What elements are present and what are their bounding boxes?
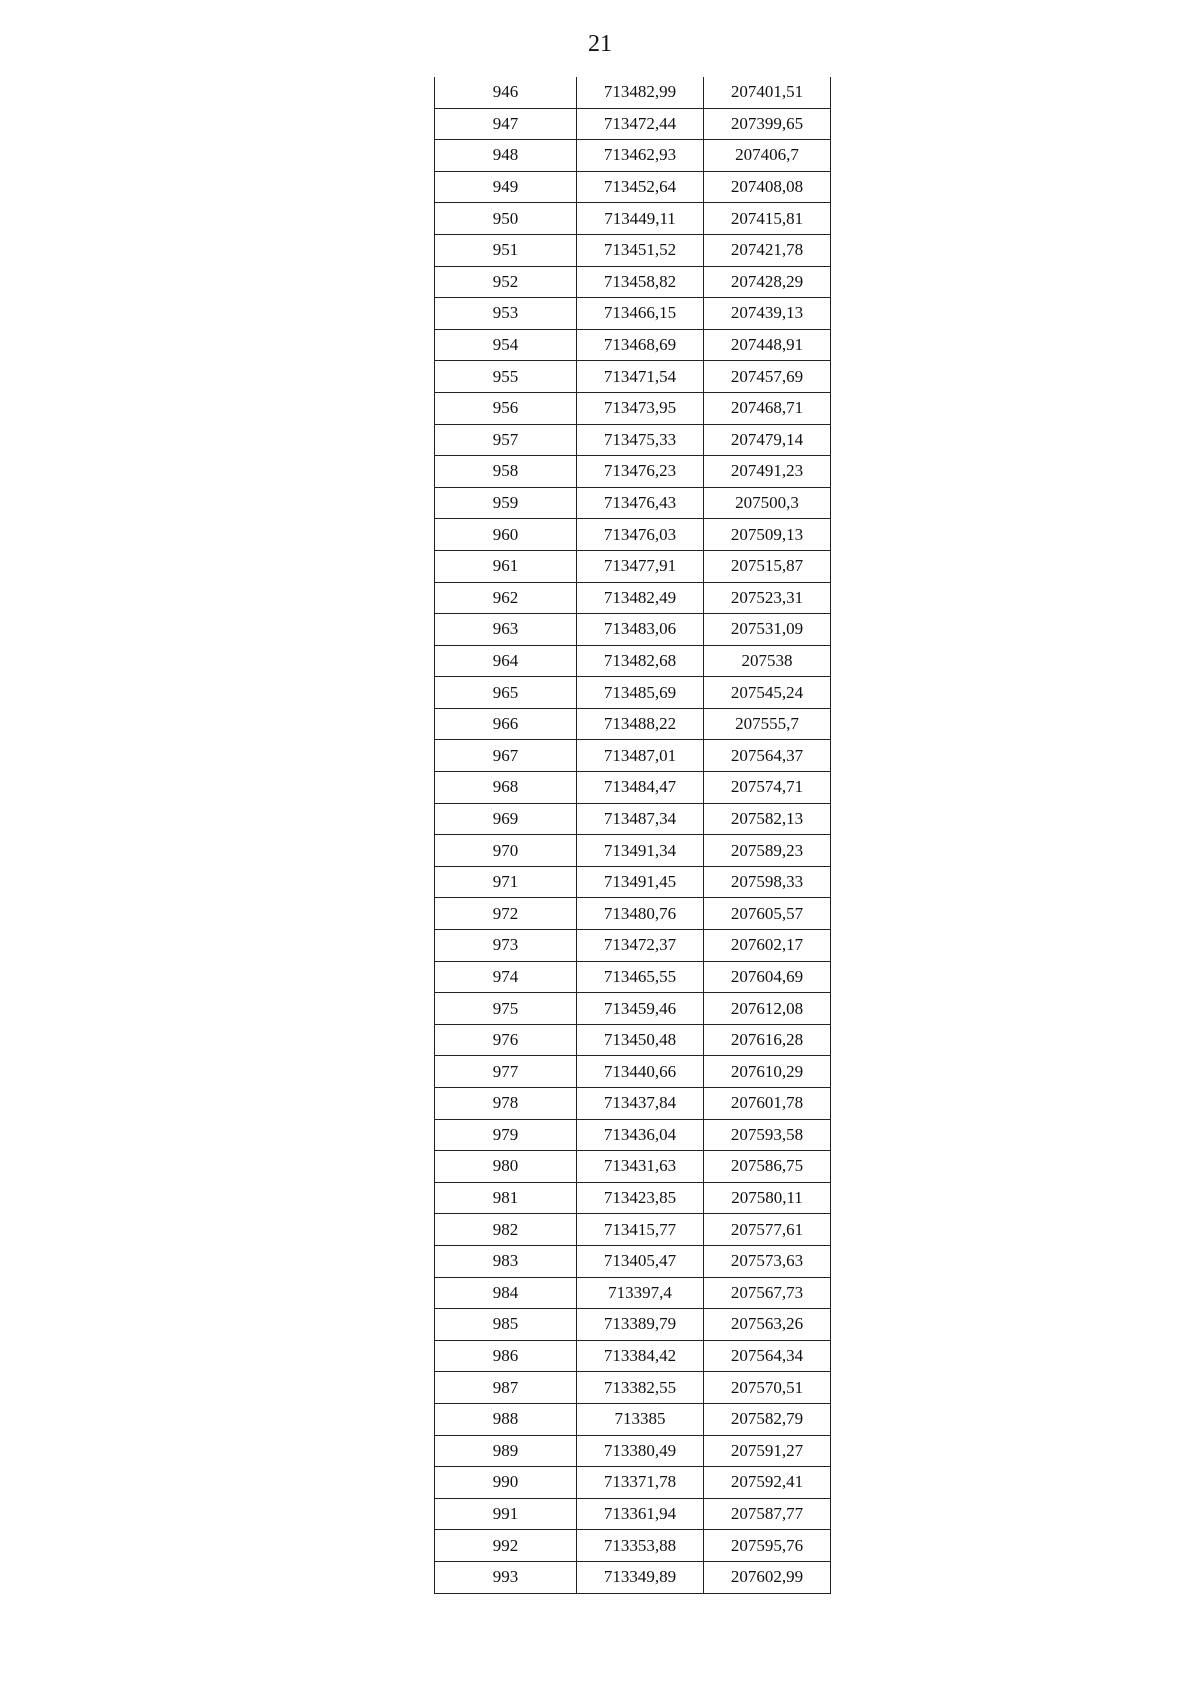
point-number-cell: 988	[435, 1403, 577, 1435]
y-coordinate-cell: 207605,57	[704, 898, 831, 930]
table-row	[435, 456, 831, 488]
x-coordinate-cell: 713472,44	[577, 108, 704, 140]
y-coordinate-cell: 207573,63	[704, 1245, 831, 1277]
point-number-cell: 982	[435, 1214, 577, 1246]
y-coordinate-cell: 207592,41	[704, 1467, 831, 1499]
y-coordinate-cell: 207399,65	[704, 108, 831, 140]
point-number-cell: 960	[435, 519, 577, 551]
y-coordinate-cell: 207401,51	[704, 77, 831, 108]
point-number-cell: 954	[435, 329, 577, 361]
point-number-cell: 980	[435, 1151, 577, 1183]
table-row	[435, 961, 831, 993]
table-row	[435, 203, 831, 235]
x-coordinate-cell: 713482,68	[577, 645, 704, 677]
table-row	[435, 993, 831, 1025]
point-number-cell: 978	[435, 1088, 577, 1120]
table-row	[435, 108, 831, 140]
x-coordinate-cell: 713436,04	[577, 1119, 704, 1151]
x-coordinate-cell: 713431,63	[577, 1151, 704, 1183]
x-coordinate-cell: 713361,94	[577, 1498, 704, 1530]
table-row	[435, 1435, 831, 1467]
x-coordinate-cell: 713353,88	[577, 1530, 704, 1562]
y-coordinate-cell: 207604,69	[704, 961, 831, 993]
y-coordinate-cell: 207591,27	[704, 1435, 831, 1467]
y-coordinate-cell: 207421,78	[704, 234, 831, 266]
point-number-cell: 979	[435, 1119, 577, 1151]
x-coordinate-cell: 713437,84	[577, 1088, 704, 1120]
table-row	[435, 1245, 831, 1277]
x-coordinate-cell: 713462,93	[577, 140, 704, 172]
point-number-cell: 976	[435, 1024, 577, 1056]
table-row	[435, 1467, 831, 1499]
table-row	[435, 898, 831, 930]
point-number-cell: 956	[435, 392, 577, 424]
x-coordinate-cell: 713452,64	[577, 171, 704, 203]
x-coordinate-cell: 713476,03	[577, 519, 704, 551]
point-number-cell: 985	[435, 1309, 577, 1341]
table-row	[435, 1561, 831, 1593]
point-number-cell: 990	[435, 1467, 577, 1499]
x-coordinate-cell: 713405,47	[577, 1245, 704, 1277]
point-number-cell: 946	[435, 77, 577, 108]
y-coordinate-cell: 207612,08	[704, 993, 831, 1025]
table-row	[435, 1214, 831, 1246]
table-row	[435, 1498, 831, 1530]
point-number-cell: 966	[435, 708, 577, 740]
point-number-cell: 983	[435, 1245, 577, 1277]
table-row	[435, 77, 831, 108]
x-coordinate-cell: 713471,54	[577, 361, 704, 393]
x-coordinate-cell: 713477,91	[577, 550, 704, 582]
y-coordinate-cell: 207564,37	[704, 740, 831, 772]
y-coordinate-cell: 207439,13	[704, 298, 831, 330]
table-row	[435, 1024, 831, 1056]
table-row	[435, 803, 831, 835]
point-number-cell: 972	[435, 898, 577, 930]
point-number-cell: 948	[435, 140, 577, 172]
x-coordinate-cell: 713468,69	[577, 329, 704, 361]
x-coordinate-cell: 713472,37	[577, 930, 704, 962]
y-coordinate-cell: 207448,91	[704, 329, 831, 361]
x-coordinate-cell: 713482,49	[577, 582, 704, 614]
x-coordinate-cell: 713484,47	[577, 772, 704, 804]
y-coordinate-cell: 207586,75	[704, 1151, 831, 1183]
y-coordinate-cell: 207610,29	[704, 1056, 831, 1088]
point-number-cell: 950	[435, 203, 577, 235]
table-row	[435, 329, 831, 361]
y-coordinate-cell: 207468,71	[704, 392, 831, 424]
point-number-cell: 953	[435, 298, 577, 330]
y-coordinate-cell: 207602,17	[704, 930, 831, 962]
point-number-cell: 973	[435, 930, 577, 962]
table-row	[435, 171, 831, 203]
x-coordinate-cell: 713382,55	[577, 1372, 704, 1404]
point-number-cell: 961	[435, 550, 577, 582]
table-row	[435, 234, 831, 266]
point-number-cell: 987	[435, 1372, 577, 1404]
x-coordinate-cell: 713415,77	[577, 1214, 704, 1246]
table-row	[435, 266, 831, 298]
x-coordinate-cell: 713423,85	[577, 1182, 704, 1214]
y-coordinate-cell: 207555,7	[704, 708, 831, 740]
y-coordinate-cell: 207545,24	[704, 677, 831, 709]
x-coordinate-cell: 713487,01	[577, 740, 704, 772]
x-coordinate-cell: 713487,34	[577, 803, 704, 835]
x-coordinate-cell: 713473,95	[577, 392, 704, 424]
y-coordinate-cell: 207564,34	[704, 1340, 831, 1372]
y-coordinate-cell: 207582,79	[704, 1403, 831, 1435]
table-row	[435, 1088, 831, 1120]
y-coordinate-cell: 207491,23	[704, 456, 831, 488]
point-number-cell: 991	[435, 1498, 577, 1530]
table-row	[435, 1119, 831, 1151]
y-coordinate-cell: 207538	[704, 645, 831, 677]
table-row	[435, 614, 831, 646]
table-row	[435, 1151, 831, 1183]
y-coordinate-cell: 207563,26	[704, 1309, 831, 1341]
x-coordinate-cell: 713458,82	[577, 266, 704, 298]
point-number-cell: 959	[435, 487, 577, 519]
x-coordinate-cell: 713371,78	[577, 1467, 704, 1499]
y-coordinate-cell: 207593,58	[704, 1119, 831, 1151]
x-coordinate-cell: 713491,34	[577, 835, 704, 867]
table-row	[435, 140, 831, 172]
point-number-cell: 984	[435, 1277, 577, 1309]
x-coordinate-cell: 713450,48	[577, 1024, 704, 1056]
y-coordinate-cell: 207428,29	[704, 266, 831, 298]
x-coordinate-cell: 713488,22	[577, 708, 704, 740]
y-coordinate-cell: 207457,69	[704, 361, 831, 393]
x-coordinate-cell: 713389,79	[577, 1309, 704, 1341]
point-number-cell: 971	[435, 866, 577, 898]
y-coordinate-cell: 207515,87	[704, 550, 831, 582]
x-coordinate-cell: 713476,23	[577, 456, 704, 488]
y-coordinate-cell: 207589,23	[704, 835, 831, 867]
table-row	[435, 1403, 831, 1435]
x-coordinate-cell: 713476,43	[577, 487, 704, 519]
coordinates-table	[434, 77, 831, 1594]
page-number: 21	[588, 31, 612, 57]
x-coordinate-cell: 713384,42	[577, 1340, 704, 1372]
x-coordinate-cell: 713385	[577, 1403, 704, 1435]
y-coordinate-cell: 207598,33	[704, 866, 831, 898]
table-row	[435, 677, 831, 709]
point-number-cell: 968	[435, 772, 577, 804]
point-number-cell: 952	[435, 266, 577, 298]
table-row	[435, 645, 831, 677]
y-coordinate-cell: 207616,28	[704, 1024, 831, 1056]
table-row	[435, 298, 831, 330]
y-coordinate-cell: 207595,76	[704, 1530, 831, 1562]
y-coordinate-cell: 207574,71	[704, 772, 831, 804]
x-coordinate-cell: 713480,76	[577, 898, 704, 930]
x-coordinate-cell: 713449,11	[577, 203, 704, 235]
y-coordinate-cell: 207577,61	[704, 1214, 831, 1246]
x-coordinate-cell: 713349,89	[577, 1561, 704, 1593]
x-coordinate-cell: 713397,4	[577, 1277, 704, 1309]
y-coordinate-cell: 207523,31	[704, 582, 831, 614]
x-coordinate-cell: 713475,33	[577, 424, 704, 456]
y-coordinate-cell: 207500,3	[704, 487, 831, 519]
y-coordinate-cell: 207415,81	[704, 203, 831, 235]
y-coordinate-cell: 207408,08	[704, 171, 831, 203]
point-number-cell: 974	[435, 961, 577, 993]
point-number-cell: 947	[435, 108, 577, 140]
point-number-cell: 949	[435, 171, 577, 203]
table-row	[435, 1340, 831, 1372]
y-coordinate-cell: 207570,51	[704, 1372, 831, 1404]
table-row	[435, 582, 831, 614]
table-row	[435, 1530, 831, 1562]
x-coordinate-cell: 713491,45	[577, 866, 704, 898]
point-number-cell: 981	[435, 1182, 577, 1214]
y-coordinate-cell: 207567,73	[704, 1277, 831, 1309]
x-coordinate-cell: 713459,46	[577, 993, 704, 1025]
x-coordinate-cell: 713482,99	[577, 77, 704, 108]
table-row	[435, 866, 831, 898]
table-row	[435, 361, 831, 393]
table-row	[435, 392, 831, 424]
x-coordinate-cell: 713483,06	[577, 614, 704, 646]
point-number-cell: 992	[435, 1530, 577, 1562]
point-number-cell: 958	[435, 456, 577, 488]
table-row	[435, 740, 831, 772]
point-number-cell: 962	[435, 582, 577, 614]
table-row	[435, 550, 831, 582]
y-coordinate-cell: 207479,14	[704, 424, 831, 456]
table-row	[435, 772, 831, 804]
table-row	[435, 835, 831, 867]
x-coordinate-cell: 713451,52	[577, 234, 704, 266]
table-row	[435, 1182, 831, 1214]
x-coordinate-cell: 713485,69	[577, 677, 704, 709]
y-coordinate-cell: 207587,77	[704, 1498, 831, 1530]
point-number-cell: 989	[435, 1435, 577, 1467]
point-number-cell: 964	[435, 645, 577, 677]
y-coordinate-cell: 207509,13	[704, 519, 831, 551]
table-row	[435, 930, 831, 962]
y-coordinate-cell: 207406,7	[704, 140, 831, 172]
table-row	[435, 708, 831, 740]
table-row	[435, 1309, 831, 1341]
point-number-cell: 977	[435, 1056, 577, 1088]
point-number-cell: 965	[435, 677, 577, 709]
y-coordinate-cell: 207601,78	[704, 1088, 831, 1120]
table-row	[435, 487, 831, 519]
table-row	[435, 1056, 831, 1088]
y-coordinate-cell: 207602,99	[704, 1561, 831, 1593]
x-coordinate-cell: 713380,49	[577, 1435, 704, 1467]
point-number-cell: 955	[435, 361, 577, 393]
point-number-cell: 986	[435, 1340, 577, 1372]
x-coordinate-cell: 713440,66	[577, 1056, 704, 1088]
point-number-cell: 951	[435, 234, 577, 266]
coordinates-table-body	[435, 77, 831, 1593]
point-number-cell: 975	[435, 993, 577, 1025]
table-row	[435, 424, 831, 456]
point-number-cell: 963	[435, 614, 577, 646]
table-row	[435, 1372, 831, 1404]
y-coordinate-cell: 207582,13	[704, 803, 831, 835]
point-number-cell: 993	[435, 1561, 577, 1593]
point-number-cell: 967	[435, 740, 577, 772]
table-row	[435, 1277, 831, 1309]
table-row	[435, 519, 831, 551]
x-coordinate-cell: 713465,55	[577, 961, 704, 993]
y-coordinate-cell: 207580,11	[704, 1182, 831, 1214]
point-number-cell: 957	[435, 424, 577, 456]
point-number-cell: 969	[435, 803, 577, 835]
y-coordinate-cell: 207531,09	[704, 614, 831, 646]
point-number-cell: 970	[435, 835, 577, 867]
x-coordinate-cell: 713466,15	[577, 298, 704, 330]
